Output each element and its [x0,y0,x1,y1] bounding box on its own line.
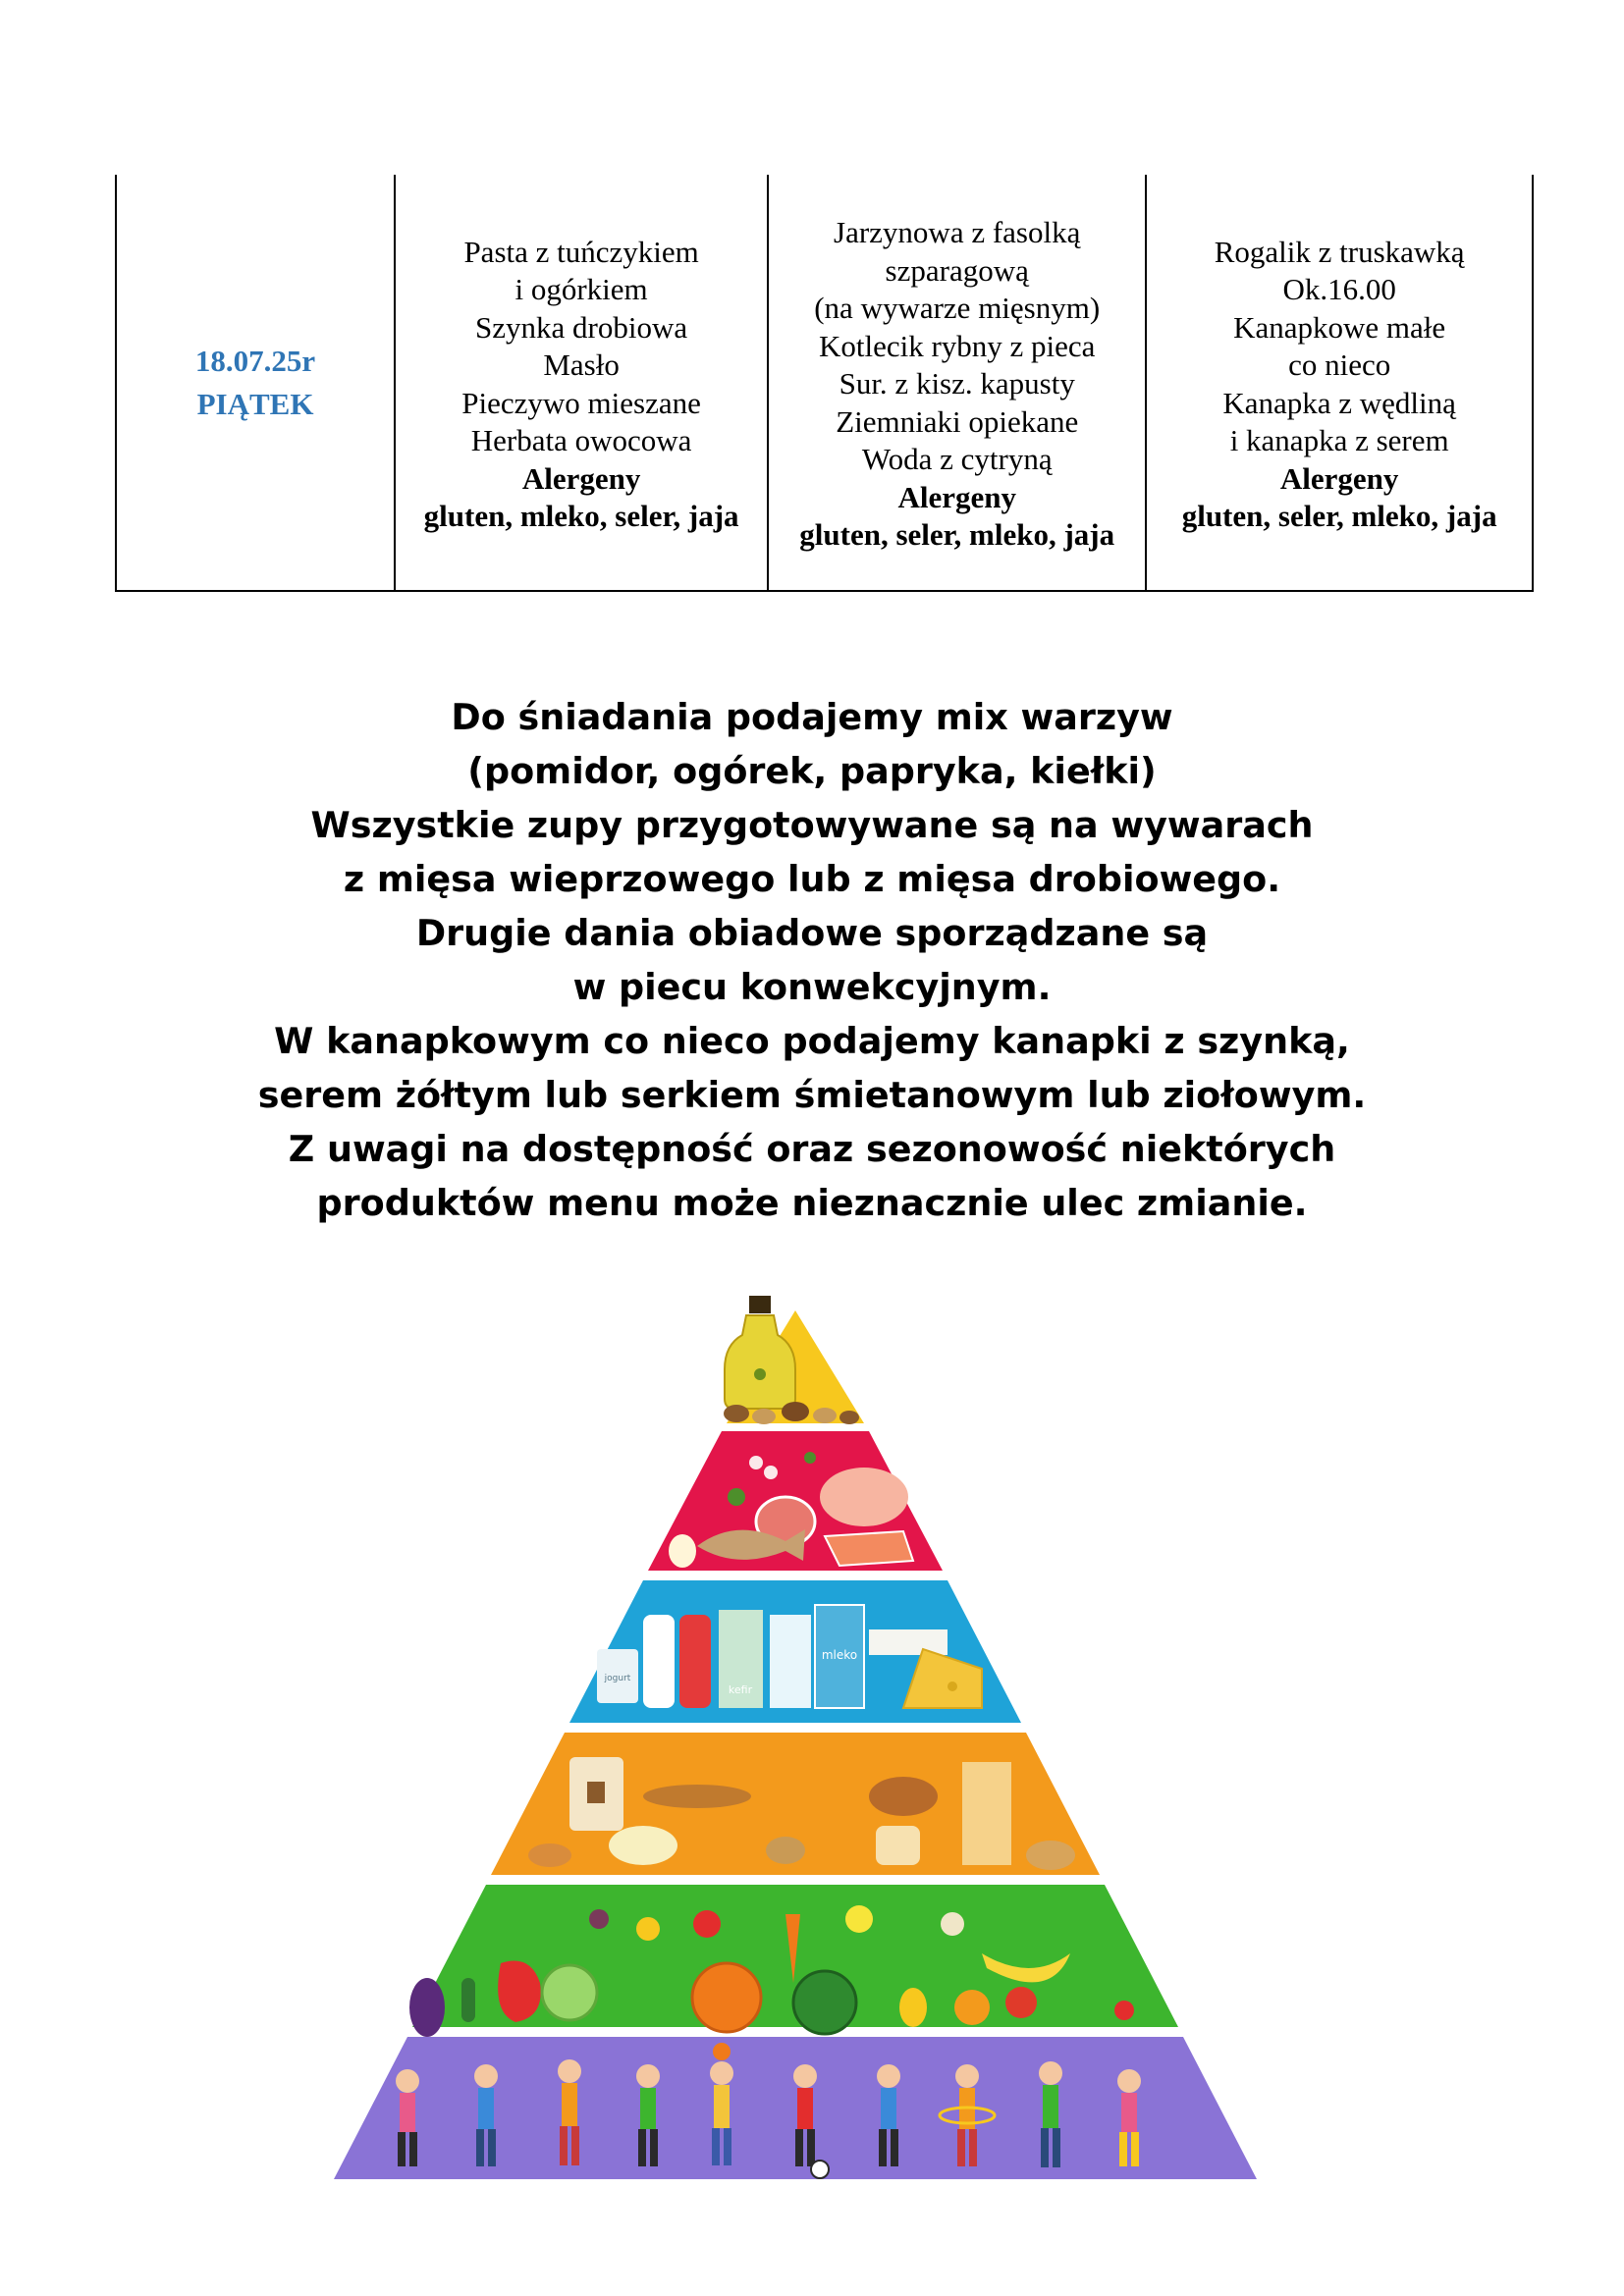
note-line: z mięsa wieprzowego lub z mięsa drobiowego. [343,858,1281,900]
note-line: (pomidor, ogórek, papryka, kiełki) [467,750,1157,792]
watermelon-icon [793,1971,856,2034]
breakfast-item: Herbata owocowa [470,423,692,457]
baguette-icon [643,1785,751,1808]
nut-icon [782,1402,809,1421]
breakfast-item: Pieczywo mieszane [461,385,701,420]
note-line: Wszystkie zupy przygotowywane są na wywarach [310,804,1314,846]
nut-icon [813,1408,837,1423]
milk-bottle-icon [679,1615,711,1708]
salmon-icon [825,1531,913,1566]
day-cell [116,175,395,591]
pyramid-level-fruits-vegetables [409,1885,1178,2037]
tomato-icon [693,1910,721,1938]
allergen-label: Alergeny [897,479,1016,514]
day-name: PIĄTEK [196,386,314,421]
note-line: serem żółtym lub serkiem śmietanowym lub ziołowym. [257,1074,1367,1116]
food-pyramid-illustration [275,1276,1316,2258]
nut-icon [752,1409,776,1424]
snack-item: Rogalik z truskawką [1214,234,1465,269]
lunch-item: Jarzynowa z fasolką [834,215,1081,250]
menu-notes [118,690,1506,1230]
egg-icon [669,1534,696,1568]
snack-item: co nieco [1288,347,1391,382]
cucumber-icon [461,1978,475,2022]
lunch-item: Kotlecik rybny z pieca [818,328,1096,363]
day-date: 18.07.25r [194,343,316,378]
milk-bottle-icon [643,1615,675,1708]
eggplant-icon [409,1978,445,2037]
bean-icon [764,1466,778,1479]
pumpkin-icon [692,1963,761,2032]
cheese-hole [947,1682,957,1691]
cracker-icon [1026,1841,1075,1870]
breakfast-item: Masło [543,347,620,382]
chicken-icon [820,1468,908,1526]
yogurt-label: jogurt [604,1674,631,1683]
orange-icon [954,1990,990,2025]
allergen-label: Alergeny [521,460,641,496]
rice-bowl-icon [609,1826,677,1865]
menu-row-friday [116,175,1533,591]
nut-icon [839,1411,859,1424]
allergen-list: gluten, seler, mleko, jaja [1181,499,1497,533]
snack-item: Kanapka z wędliną [1222,385,1456,420]
grapes-icon [589,1909,609,1929]
menu-table [115,175,1534,592]
bean-icon [749,1456,763,1469]
pasta-icon [962,1762,1011,1865]
pyramid-level-grains [491,1733,1100,1875]
note-line: produktów menu może nieznacznie ulec zmianie. [316,1182,1308,1224]
lunch-item: szparagową [885,252,1029,288]
bread-icon [869,1777,938,1816]
onion-icon [941,1912,964,1936]
breakfast-cell [395,175,768,591]
allergen-list: gluten, mleko, seler, jaja [423,499,739,533]
pyramid-level-oils [724,1296,864,1424]
snack-cell [1146,175,1533,591]
snack-item: Ok.16.00 [1282,272,1396,306]
lunch-item: (na wywarze mięsnym) [814,291,1101,326]
note-line: w piecu konwekcyjnym. [572,966,1052,1008]
note-line: Do śniadania podajemy mix warzyw [451,696,1173,738]
flour-label [587,1782,605,1803]
allergen-list: gluten, seler, mleko, jaja [799,517,1115,553]
note-line: Z uwagi na dostępność oraz sezonowość niektórych [288,1128,1336,1170]
milk-carton-label: mleko [821,1648,858,1662]
lunch-cell [768,175,1146,591]
milk-carton-icon [770,1615,811,1708]
cabbage-icon [542,1965,597,2020]
bun-icon [528,1843,571,1867]
toast-icon [876,1826,920,1865]
kefir-label: kefir [728,1683,753,1696]
note-line: W kanapkowym co nieco podajemy kanapki z szynką, [274,1020,1350,1062]
breakfast-item: Pasta z tuńczykiem [463,234,699,269]
pyramid-level-dairy [569,1580,1021,1723]
nut-icon [724,1405,749,1422]
potato-icon [766,1837,805,1864]
breakfast-item: Szynka drobiowa [475,309,688,345]
apple-icon [1005,1987,1037,2018]
butter-icon [869,1629,947,1655]
lunch-item: Woda z cytryną [861,442,1053,477]
lunch-item: Sur. z kisz. kapusty [839,366,1075,401]
pepper-yellow-icon [636,1917,660,1941]
breakfast-item: i ogórkiem [514,272,648,306]
pear-icon [899,1988,927,2027]
lunch-item: Ziemniaki opiekane [836,403,1079,439]
lemon-icon [845,1905,873,1933]
pea-icon [804,1452,816,1464]
pyramid-level-protein [648,1431,943,1571]
pyramid-level-activity [334,2037,1257,2179]
snack-item: i kanapka z serem [1229,423,1449,457]
pea-icon [728,1488,745,1506]
note-line: Drugie dania obiadowe sporządzane są [415,912,1209,954]
snack-item: Kanapkowe małe [1233,309,1446,345]
allergen-label: Alergeny [1279,460,1399,496]
plum-icon [1114,2001,1134,2020]
oil-bottle-icon [749,1296,771,1313]
olive-icon [754,1368,766,1380]
